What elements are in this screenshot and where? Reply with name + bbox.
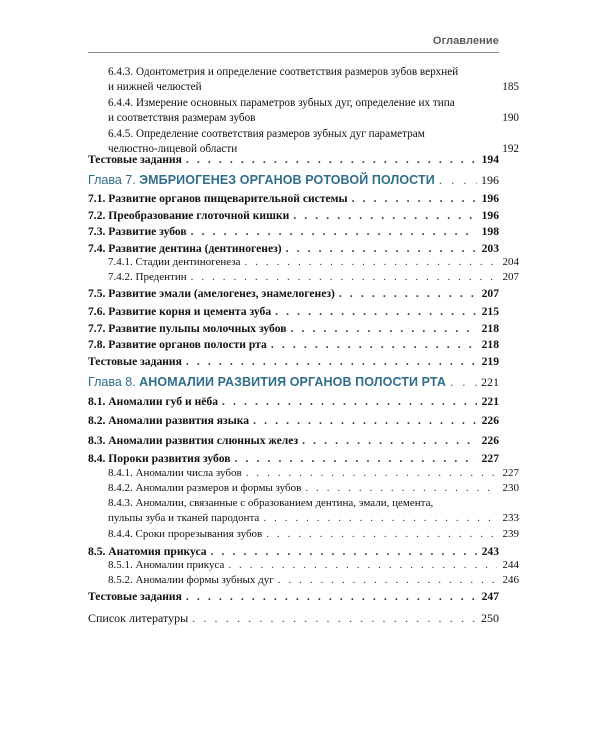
toc-entry-text: 8.5. Анатомия прикуса: [88, 545, 207, 558]
toc-leader: [191, 270, 497, 285]
chapter-title: АНОМАЛИИ РАЗВИТИЯ ОРГАНОВ ПОЛОСТИ РТА: [139, 375, 447, 389]
toc-entry-text-line2: и соответствия размерам зубов: [108, 112, 256, 124]
toc-chapter-7: [88, 173, 499, 188]
toc-leader: [234, 451, 477, 466]
toc-entry-7-3: [88, 224, 499, 239]
toc-leader: [253, 413, 477, 428]
header-divider: [88, 52, 499, 53]
toc-leader: [211, 544, 477, 559]
toc-leader: [228, 558, 497, 573]
toc-entry-text-line1: 8.4.3. Аномалии, связанные с образованием дентина, эмали, цемента,: [108, 497, 434, 509]
toc-leader: [191, 224, 477, 239]
toc-entry-text: 7.1. Развитие органов пищеварительной системы: [88, 192, 348, 205]
chapter-label: Глава 7.: [88, 173, 136, 187]
toc-entry-text: 8.2. Аномалии развития языка: [88, 414, 250, 427]
toc-entry-text: 7.8. Развитие органов полости рта: [88, 338, 267, 351]
toc-entry-bibliography: [88, 611, 499, 626]
toc-page-number: 227: [481, 452, 499, 465]
toc-page-number: 192: [502, 143, 519, 155]
toc-entry-8-5: [88, 544, 499, 559]
toc-leader: [305, 481, 497, 496]
toc-page-number: 198: [481, 225, 499, 238]
toc-leader: [271, 337, 477, 352]
toc-leader: [263, 511, 497, 526]
toc-entry-text: 7.3. Развитие зубов: [88, 225, 187, 238]
toc-leader: [293, 208, 477, 223]
toc-page-number: 207: [502, 271, 519, 283]
toc-page-number: 221: [481, 375, 499, 389]
toc-leader: [222, 394, 477, 409]
toc-page-number: 230: [502, 482, 519, 494]
toc-page-number: 243: [481, 545, 499, 558]
toc-leader: [186, 152, 477, 167]
toc-page-number: 218: [481, 338, 499, 351]
toc-entry-text: 8.3. Аномалии развития слюнных желез: [88, 434, 299, 447]
toc-entry-text-line1: 6.4.5. Определение соответствия размеров зубных дуг параметрам: [108, 128, 425, 140]
toc-entry-8-3: [88, 433, 499, 448]
toc-entry-6-4-3: [88, 65, 519, 95]
toc-page-number: 204: [502, 256, 519, 268]
toc-page-number: 185: [502, 81, 519, 93]
toc-entry-7-1: [88, 191, 499, 206]
chapter-title: ЭМБРИОГЕНЕЗ ОРГАНОВ РОТОВОЙ ПОЛОСТИ: [139, 173, 435, 187]
toc-entry-7-6: [88, 304, 499, 319]
toc-entry-text: 7.4. Развитие дентина (дентиногенез): [88, 242, 282, 255]
toc-entry-7-5: [88, 286, 499, 301]
toc-entry-text: 8.4.1. Аномалии числа зубов: [108, 467, 242, 479]
toc-page-number: 190: [502, 112, 519, 124]
toc-page-number: 196: [481, 173, 499, 187]
toc-leader: [302, 433, 477, 448]
toc-entry-8-5-2: [88, 573, 519, 588]
toc-entry-7-4-1: [88, 255, 519, 270]
toc-page-number: 196: [481, 209, 499, 222]
toc-entry-7-2: [88, 208, 499, 223]
toc-leader: [246, 466, 497, 481]
toc-entry-text: Тестовые задания: [88, 590, 182, 603]
toc-entry-text: 7.4.1. Стадии дентиногенеза: [108, 256, 241, 268]
toc-entry-text: 7.2. Преобразование глоточной кишки: [88, 209, 290, 222]
toc-page-number: 244: [502, 559, 519, 571]
toc-entry-6-4-4: [88, 96, 519, 126]
toc-entry-text-line1: 6.4.3. Одонтометрия и определение соответствия размеров зубов верхней: [108, 66, 459, 78]
toc-entry-text: 8.4.4. Сроки прорезывания зубов: [108, 528, 263, 540]
toc-entry-7-7: [88, 321, 499, 336]
toc-entry-text-line2: пульпы зуба и тканей пародонта: [108, 512, 260, 524]
toc-entry-text-line2: челюстно-лицевой области: [108, 143, 238, 155]
toc-page-number: 218: [481, 322, 499, 335]
toc-leader: [266, 527, 497, 542]
toc-page-number: 233: [502, 512, 519, 524]
toc-entry-text: 7.4.2. Предентин: [108, 271, 187, 283]
toc-page-number: 250: [481, 611, 499, 625]
toc-leader: [192, 611, 477, 626]
toc-entry-test-tasks-ch8: [88, 589, 499, 604]
toc-page-number: 196: [481, 192, 499, 205]
toc-entry-text: 8.4. Пороки развития зубов: [88, 452, 231, 465]
toc-leader: [278, 573, 497, 588]
toc-entry-text: Список литературы: [88, 611, 189, 625]
toc-page-number: 247: [481, 590, 499, 603]
toc-entry-text: 8.5.1. Аномалии прикуса: [108, 559, 225, 571]
toc-entry-8-5-1: [88, 558, 519, 573]
toc-entry-8-4-2: [88, 481, 519, 496]
toc-leader: [244, 255, 497, 270]
page-header-title: Оглавление: [432, 35, 499, 47]
toc-entry-8-1: [88, 394, 499, 409]
toc-leader: [275, 304, 477, 319]
chapter-label: Глава 8.: [88, 375, 136, 389]
toc-entry-8-2: [88, 413, 499, 428]
toc-page-number: 246: [502, 574, 519, 586]
toc-entry-text: 8.5.2. Аномалии формы зубных дуг: [108, 574, 274, 586]
toc-page-number: 207: [481, 287, 499, 300]
toc-entry-test-tasks-ch7: [88, 354, 499, 369]
toc-leader: [186, 354, 477, 369]
toc-page-number: 239: [502, 528, 519, 540]
toc-page-number: 227: [502, 467, 519, 479]
toc-entry-text: 7.6. Развитие корня и цемента зуба: [88, 305, 272, 318]
toc-entry-text: Тестовые задания: [88, 355, 182, 368]
toc-entry-test-tasks-ch6: [88, 152, 499, 167]
toc-leader: [450, 375, 477, 390]
toc-leader: [286, 241, 477, 256]
toc-page-number: 194: [481, 153, 499, 166]
toc-page-number: 219: [481, 355, 499, 368]
toc-entry-7-4: [88, 241, 499, 256]
toc-entry-8-4-3: [88, 496, 519, 526]
toc-entry-text: Тестовые задания: [88, 153, 182, 166]
toc-page-number: 221: [481, 395, 499, 408]
toc-entry-8-4-1: [88, 466, 519, 481]
toc-entry-8-4-4: [88, 527, 519, 542]
toc-leader: [439, 173, 477, 188]
toc-entry-text: 7.7. Развитие пульпы молочных зубов: [88, 322, 287, 335]
toc-entry-text: 8.4.2. Аномалии размеров и формы зубов: [108, 482, 302, 494]
toc-page-number: 215: [481, 305, 499, 318]
toc-entry-7-4-2: [88, 270, 519, 285]
toc-leader: [339, 286, 477, 301]
toc-entry-text-line1: 6.4.4. Измерение основных параметров зубных дуг, определение их типа: [108, 97, 455, 109]
toc-page-number: 226: [481, 414, 499, 427]
toc-page-number: 203: [481, 242, 499, 255]
toc-leader: [352, 191, 477, 206]
toc-entry-text: 8.1. Аномалии губ и нёба: [88, 395, 218, 408]
toc-leader: [186, 589, 477, 604]
toc-entry-7-8: [88, 337, 499, 352]
toc-entry-text-line2: и нижней челюстей: [108, 81, 202, 93]
toc-entry-text: 7.5. Развитие эмали (амелогенез, энамелогенез): [88, 287, 335, 300]
toc-chapter-8: [88, 375, 499, 390]
toc-leader: [290, 321, 477, 336]
toc-page-number: 226: [481, 434, 499, 447]
toc-entry-8-4: [88, 451, 499, 466]
